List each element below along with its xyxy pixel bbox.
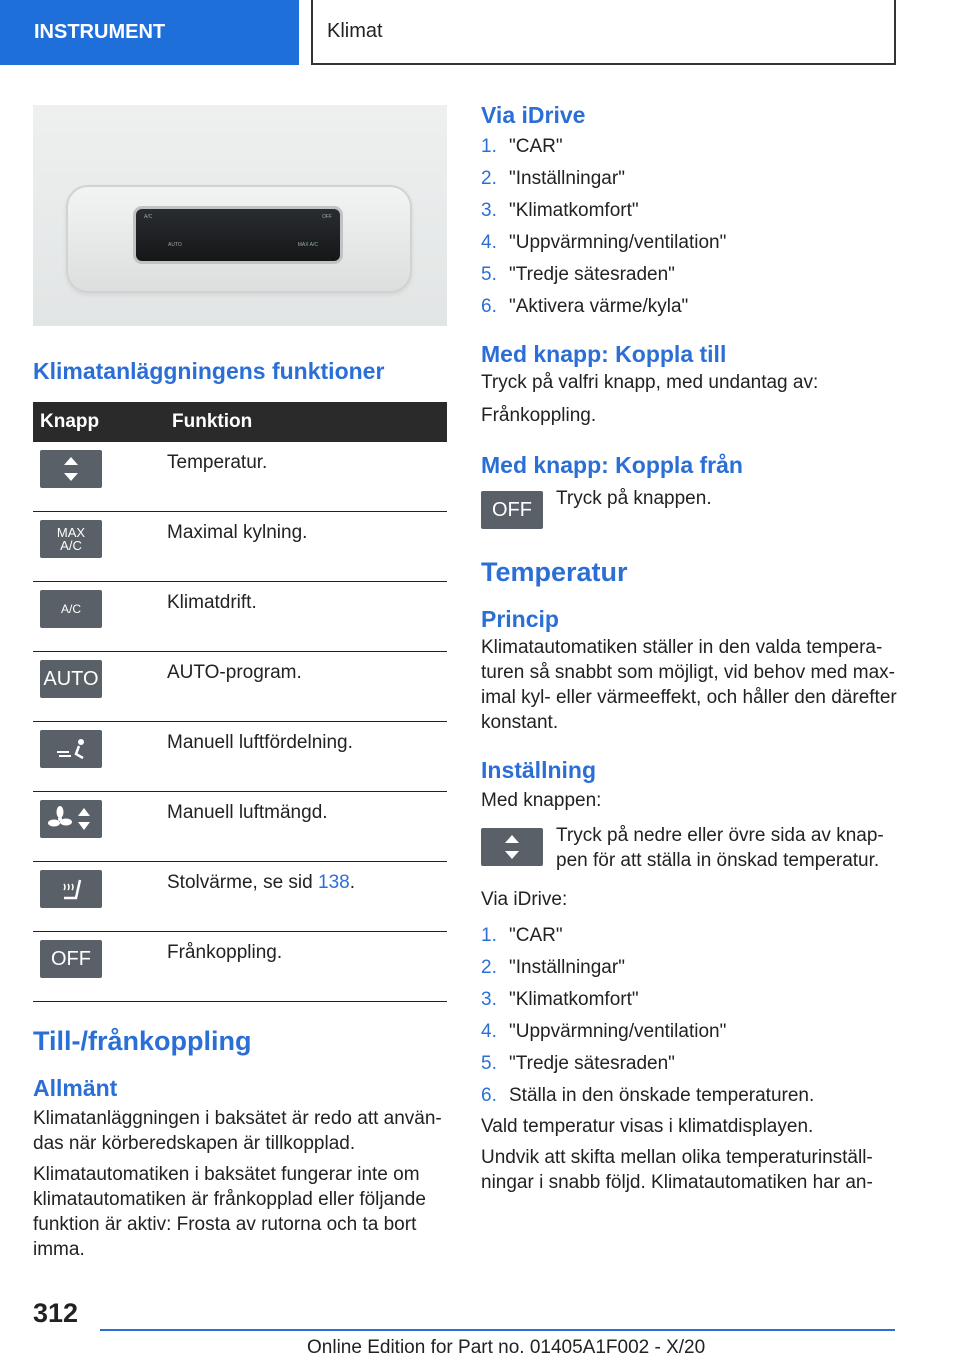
setting-para-4: Undvik att skifta mellan olika temperaturinställ-ningar i snabb följd. Klimatautomatiken har an- [481,1147,873,1193]
principle-text: Klimatautomatiken ställer in den valda tempera-turen så snabbt som möjligt, vid behov med max-imal kyl- eller värmeeffekt, och håller den därefter konstant. [481,637,897,733]
table-row [33,862,447,932]
left-column [33,105,447,1262]
heading-idrive: Via iDrive [481,102,586,128]
seat-heating-icon [40,870,102,908]
heading-switch-off: Med knapp: Koppla från [481,452,743,478]
list-item: 1. "CAR" [481,925,563,946]
col-header-button: Knapp [33,402,166,442]
chapter-tab [311,0,896,65]
general-para-1: Klimatanläggningen i baksätet är redo att använ-das när körberedskapen är tillkopplad. [33,1108,442,1154]
fan-speed-icon [40,800,102,838]
setting-para-3: Vald temperatur visas i klimatdisplayen. [481,1116,814,1137]
function-text: Stolvärme, se sid 138. [166,862,447,932]
heading-switch-on: Med knapp: Koppla till [481,341,727,367]
function-text: AUTO-program. [166,652,447,722]
table-row [33,512,447,582]
table-row [33,932,447,1002]
function-text: Temperatur. [166,442,447,512]
function-text: Frånkoppling. [166,932,447,1002]
general-para-2: Klimatautomatiken i baksätet fungerar inte om klimatautomatiken är frånkopplad eller följande funktion är aktiv: Frosta av rutorna och ta bort imma. [33,1164,426,1260]
temp-arrows-icon [481,828,543,866]
list-item: 1. "CAR" [481,136,563,157]
list-item: 2. "Inställningar" [481,957,625,978]
table-row [33,722,447,792]
list-item: 4. "Uppvärmning/ventilation" [481,1021,727,1042]
list-item: 6. "Aktivera värme/kyla" [481,296,689,317]
footer-divider [100,1329,895,1331]
table-row [33,582,447,652]
switch-on-para-1: Tryck på valfri knapp, med undantag av: [481,372,819,393]
setting-instruction [481,823,901,873]
section-tab [0,0,299,65]
off-instruction [481,488,901,529]
function-text: Klimatdrift. [166,582,447,652]
photo-label-off: OFF [322,214,332,220]
page-number: 312 [33,1298,79,1328]
setting-instruction-text: Tryck på nedre eller övre sida av knap-pen för att ställa in önskad temperatur. [556,825,884,871]
col-header-function: Funktion [166,402,447,442]
photo-label-max: MAX A/C [297,242,318,248]
page-link[interactable]: 138 [318,872,350,893]
idrive-steps [481,131,901,323]
functions-table [33,402,447,1002]
climate-control-panel [136,209,340,261]
chapter-title: Klimat [327,20,383,42]
setting-para-2: Via iDrive: [481,889,568,910]
edition-text: Online Edition for Part no. 01405A1F002 - X/20 [307,1337,706,1358]
off-icon: OFF [40,940,102,978]
list-item: 4. "Uppvärmning/ventilation" [481,232,727,253]
list-item: 2. "Inställningar" [481,168,625,189]
heading-functions: Klimatanläggningens funktioner [33,358,385,384]
list-item: 3. "Klimatkomfort" [481,200,639,221]
table-row [33,442,447,512]
list-item: 6. Ställa in den önskade temperaturen. [481,1085,815,1106]
heading-toggle: Till-/frånkoppling [33,1026,252,1056]
function-text: Manuell luftmängd. [166,792,447,862]
auto-icon: AUTO [40,660,102,698]
heading-setting: Inställning [481,757,596,783]
heading-general: Allmänt [33,1075,118,1101]
air-distribution-icon [40,730,102,768]
heading-principle: Princip [481,606,559,632]
right-column [481,102,901,1195]
setting-para-1: Med knappen: [481,790,602,811]
function-text: Manuell luftfördelning. [166,722,447,792]
list-item: 3. "Klimatkomfort" [481,989,639,1010]
photo-label-auto: AUTO [168,242,182,248]
photo-label-ac: A/C [144,214,153,220]
switch-on-para-2: Frånkoppling. [481,405,597,426]
rear-climate-panel-photo [33,105,447,326]
function-text: Maximal kylning. [166,512,447,582]
temp-arrows-icon [40,450,102,488]
off-icon: OFF [481,491,543,529]
section-title: INSTRUMENT [34,21,166,43]
table-row [33,792,447,862]
setting-steps [481,920,901,1112]
off-instruction-text: Tryck på knappen. [556,488,712,509]
ac-icon: A/C [40,590,102,628]
list-item: 5. "Tredje sätesraden" [481,264,675,285]
max-ac-icon: MAX A/C [40,520,102,558]
table-row [33,652,447,722]
heading-temperature: Temperatur [481,557,628,587]
list-item: 5. "Tredje sätesraden" [481,1053,675,1074]
